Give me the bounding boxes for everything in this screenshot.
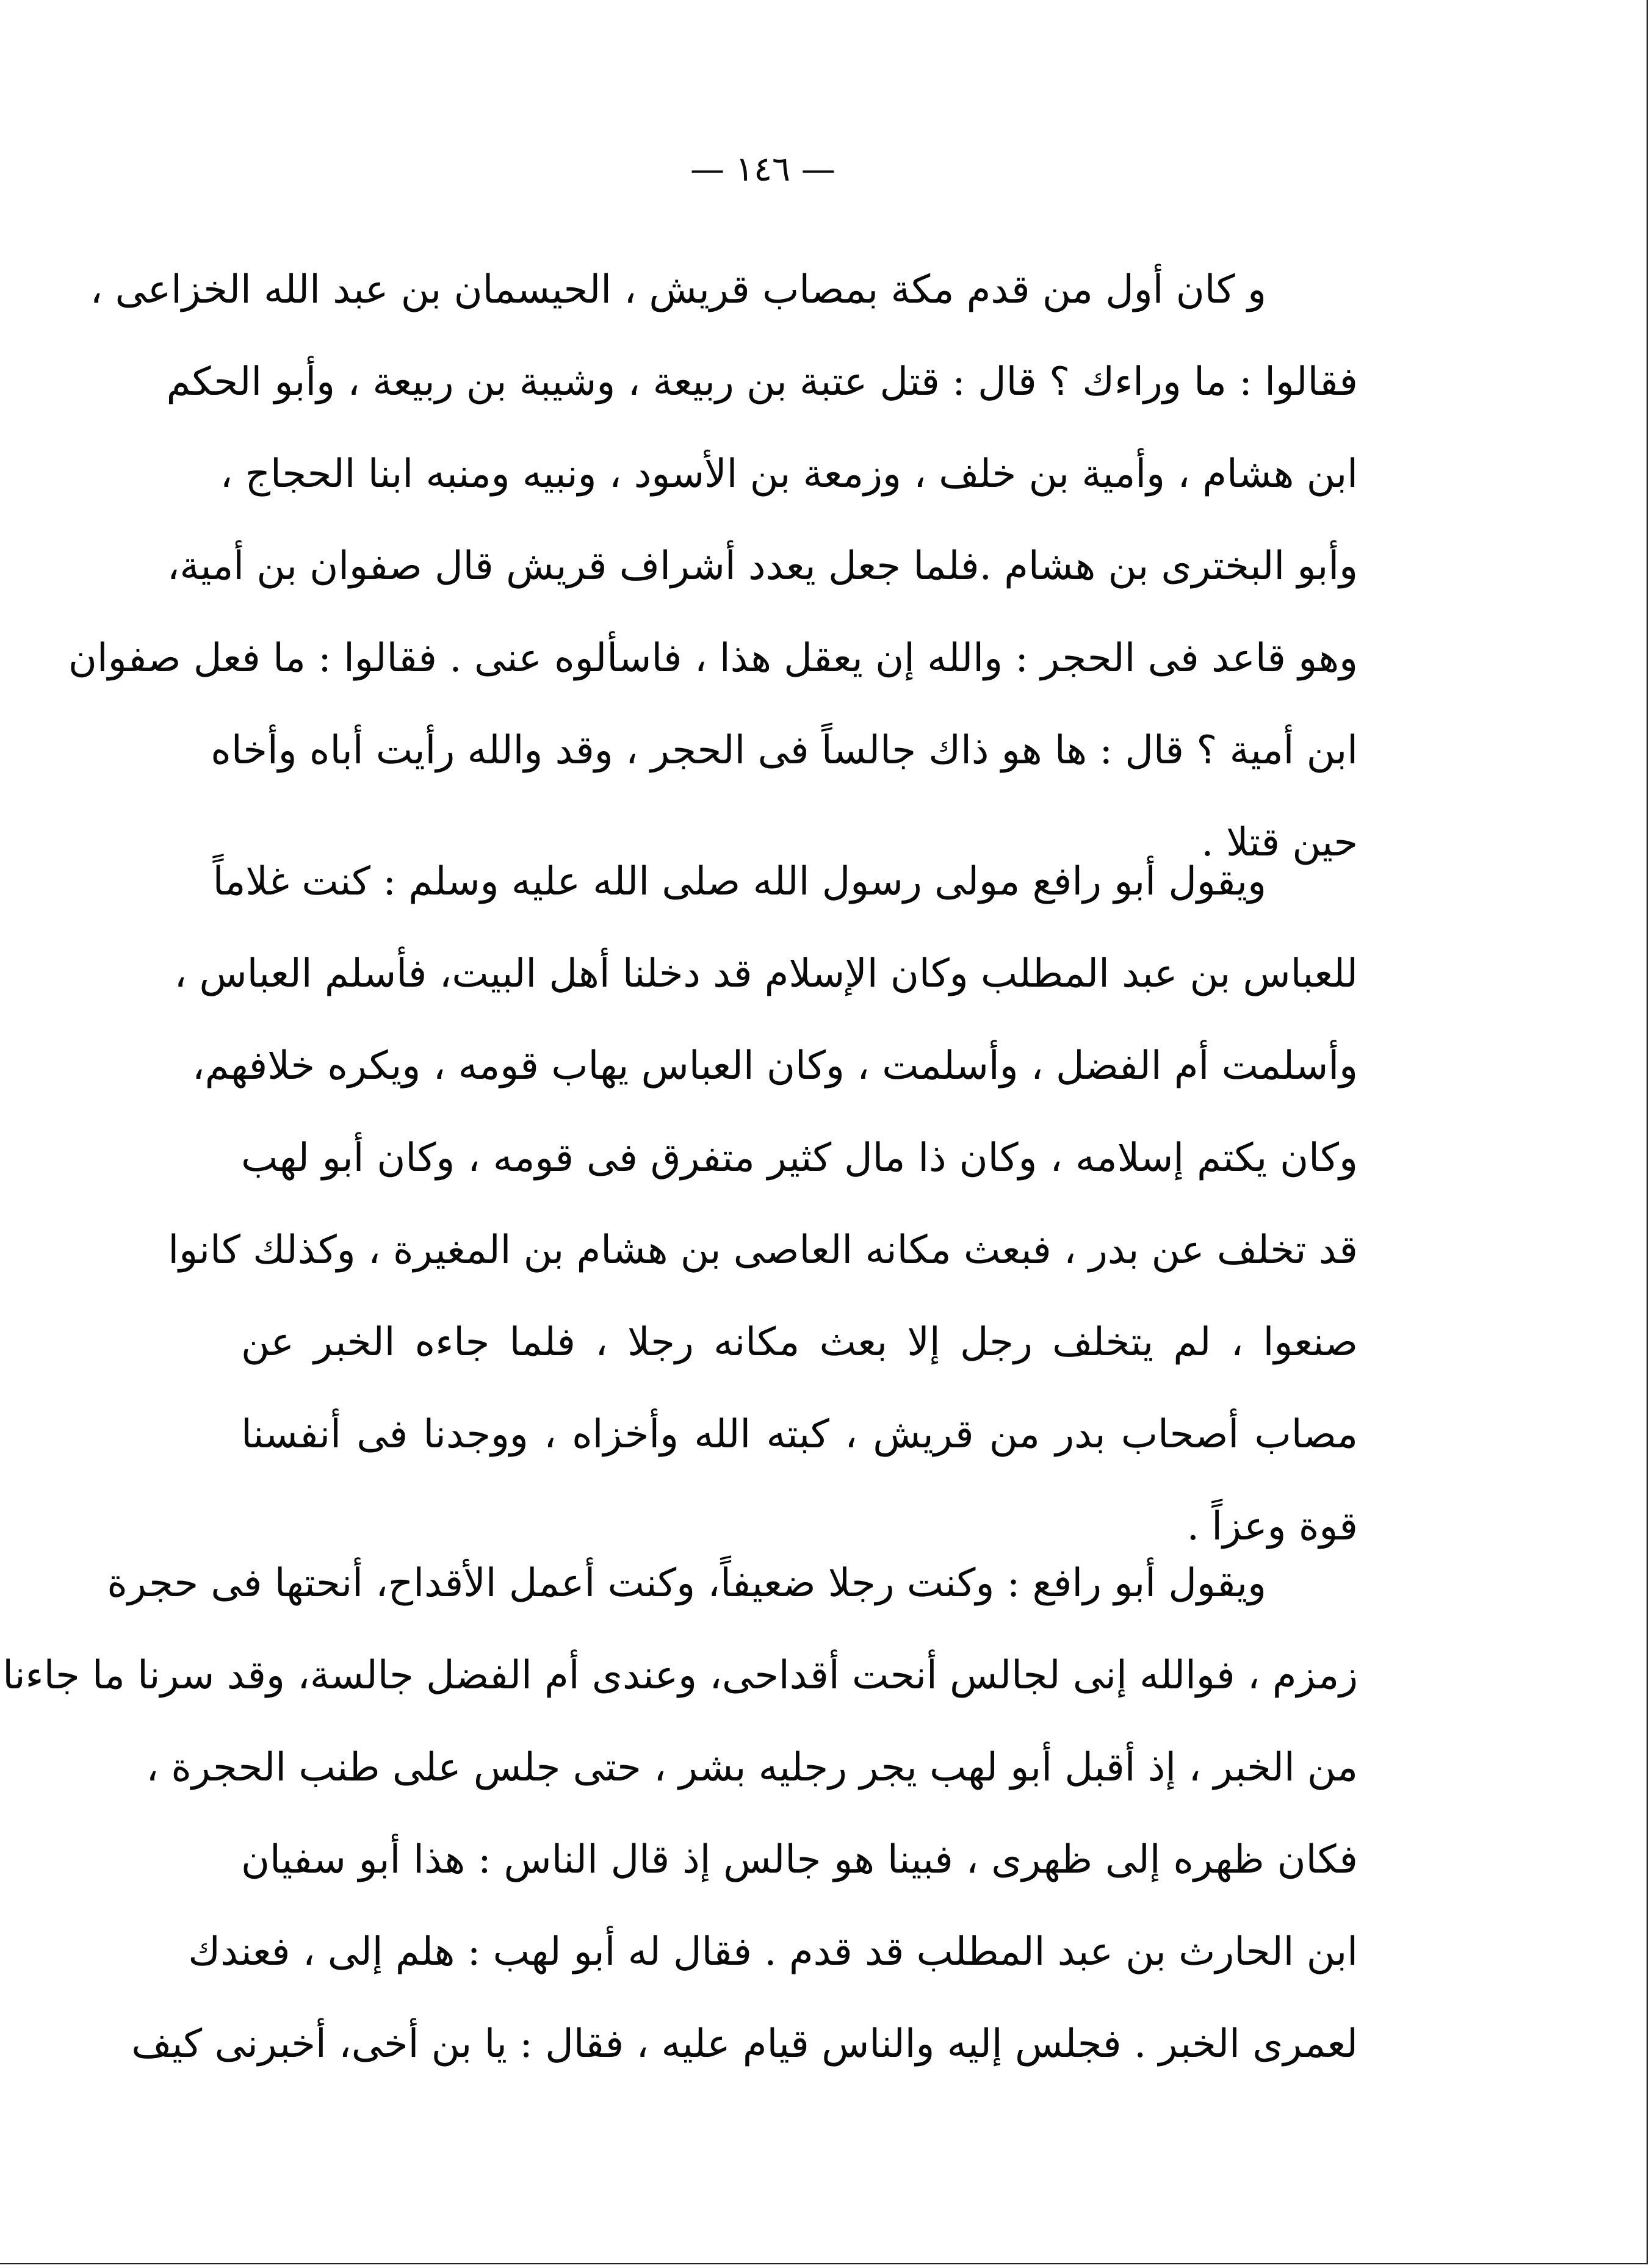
text-line: حين قتلا . xyxy=(1201,820,1358,865)
text-line: فكان ظهره إلى ظهرى ، فبينا هو جالس إذ قال الناس : هذا أبو سفيان xyxy=(241,1837,1359,1882)
paragraph-3 xyxy=(2,1538,1359,2090)
text-line: ويقول أبو رافع : وكنت رجلا ضعيفاً، وكنت أعمل الأقداح، أنحتها فى حجرة xyxy=(107,1561,1266,1606)
text-line: قد تخلف عن بدر ، فبعث مكانه العاصى بن هشام بن المغيرة ، وكذلك كانوا xyxy=(168,1228,1358,1273)
text-line: صنعوا ، لم يتخلف رجل إلا بعث مكانه رجلا ، فلما جاءه الخبر عن xyxy=(241,1320,1358,1365)
text-line: و كان أول من قدم مكة بمصاب قريش ، الحيسمان بن عبد الله الخزاعى ، xyxy=(90,267,1266,312)
paragraph-2 xyxy=(168,836,1359,1573)
text-line: ابن أمية ؟ قال : ها هو ذاك جالساً فى الحجر ، وقد والله رأيت أباه وأخاه xyxy=(211,728,1358,773)
text-line: ابن هشام ، وأمية بن خلف ، وزمعة بن الأسود ، ونبيه ومنبه ابنا الحجاج ، xyxy=(220,452,1358,497)
text-line: قوة وعزاً . xyxy=(1186,1504,1358,1549)
text-line: وأبو البخترى بن هشام .فلما جعل يعدد أشراف قريش قال صفوان بن أمية، xyxy=(167,544,1358,589)
text-line: فقالوا : ما وراءك ؟ قال : قتل عتبة بن ربيعة ، وشيبة بن ربيعة ، وأبو الحكم xyxy=(166,359,1358,405)
paragraph-1 xyxy=(68,244,1358,889)
text-line: زمزم ، فوالله إنى لجالس أنحت أقداحى، وعندى أم الفضل جالسة، وقد سرنا ما جاءنا xyxy=(2,1653,1358,1698)
text-line: وأسلمت أم الفضل ، وأسلمت ، وكان العباس يهاب قومه ، ويكره خلافهم، xyxy=(192,1043,1358,1089)
text-line: للعباس بن عبد المطلب وكان الإسلام قد دخلنا أهل البيت، فأسلم العباس ، xyxy=(174,951,1358,996)
text-line: وهو قاعد فى الحجر : والله إن يعقل هذا ، فاسألوه عنى . فقالوا : ما فعل صفوان xyxy=(68,636,1358,681)
text-line: لعمرى الخبر . فجلس إليه والناس قيام عليه ، فقال : يا بن أخى، أخبرنى كيف xyxy=(131,2021,1358,2067)
text-line: ابن الحارث بن عبد المطلب قد قدم . فقال له أبو لهب : هلم إلى ، فعندك xyxy=(188,1929,1358,1975)
page-number: — ١٤٦ — xyxy=(690,149,835,189)
text-line: مصاب أصحاب بدر من قريش ، كبته الله وأخزاه ، ووجدنا فى أنفسنا xyxy=(241,1412,1358,1457)
text-line: من الخبر ، إذ أقبل أبو لهب يجر رجليه بشر ، حتى جلس على طنب الحجرة ، xyxy=(146,1745,1358,1790)
text-line: وكان يكتم إسلامه ، وكان ذا مال كثير متفرق فى قومه ، وكان أبو لهب xyxy=(241,1136,1359,1181)
text-line: ويقول أبو رافع مولى رسول الله صلى الله عليه وسلم : كنت غلاماً xyxy=(212,859,1266,904)
